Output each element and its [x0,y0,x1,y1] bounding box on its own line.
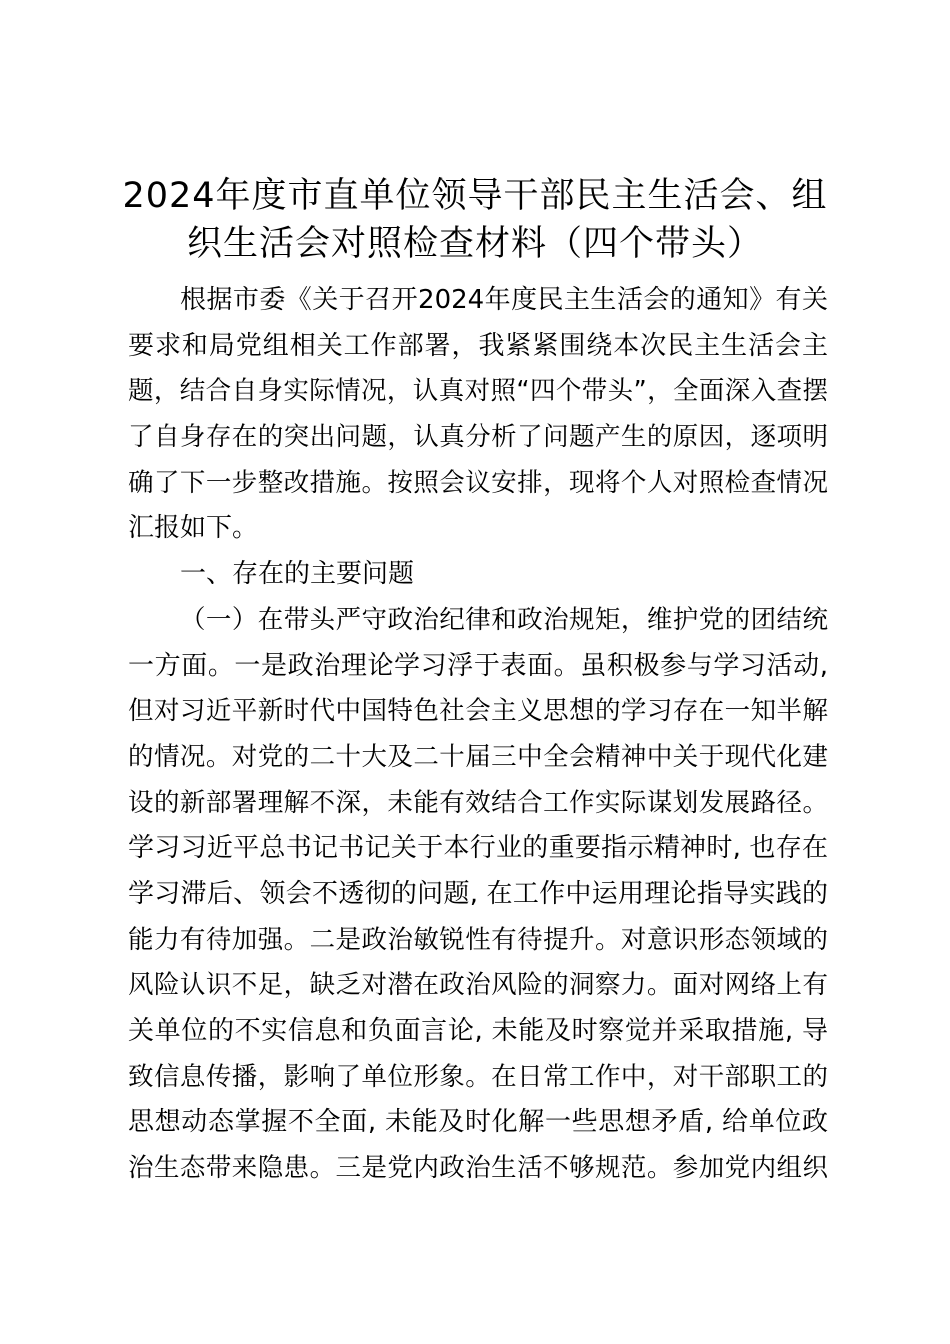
section-heading: 一、存在的主要问题 [180,559,415,590]
document-title-line-1: 2024年度市直单位领导干部民主生活会、组 [122,176,828,216]
document-body [128,278,828,1192]
body-line: 思想动态掌握不全面, 未能及时化解一些思想矛盾, 给单位政 [128,1107,828,1138]
body-line: 题，结合自身实际情况，认真对照“四个带头”，全面深入查摆 [128,376,828,407]
body-line: （一）在带头严守政治纪律和政治规矩，维护党的团结统 [180,604,828,635]
body-line: 学习习近平总书记书记关于本行业的重要指示精神时, 也存在 [128,833,828,864]
body-line: 汇报如下。 [128,513,259,544]
body-line: 设的新部署理解不深，未能有效结合工作实际谋划发展路径。 [128,787,828,818]
body-line: 能力有待加强。二是政治敏锐性有待提升。对意识形态领域的 [128,924,828,955]
body-line: 要求和局党组相关工作部署，我紧紧围绕本次民主生活会主 [128,330,828,361]
body-line: 了自身存在的突出问题，认真分析了问题产生的原因，逐项明 [128,422,828,453]
body-line: 一方面。一是政治理论学习浮于表面。虽积极参与学习活动, [128,650,828,681]
body-line: 但对习近平新时代中国特色社会主义思想的学习存在一知半解 [128,696,828,727]
body-line: 致信息传播，影响了单位形象。在日常工作中，对干部职工的 [128,1061,828,1092]
document-title-line-2: 织生活会对照检查材料（四个带头） [186,224,763,264]
body-line: 学习滞后、领会不透彻的问题, 在工作中运用理论指导实践的 [128,878,828,909]
body-line: 的情况。对党的二十大及二十届三中全会精神中关于现代化建 [128,741,828,772]
body-line: 确了下一步整改措施。按照会议安排，现将个人对照检查情况 [128,467,828,498]
body-line: 根据市委《关于召开2024年度民主生活会的通知》有关 [180,285,828,315]
body-line: 关单位的不实信息和负面言论, 未能及时察觉并采取措施, 导 [128,1016,828,1046]
body-line: 治生态带来隐患。三是党内政治生活不够规范。参加党内组织 [128,1153,828,1184]
body-line: 风险认识不足，缺乏对潜在政治风险的洞察力。面对网络上有 [128,970,828,1001]
